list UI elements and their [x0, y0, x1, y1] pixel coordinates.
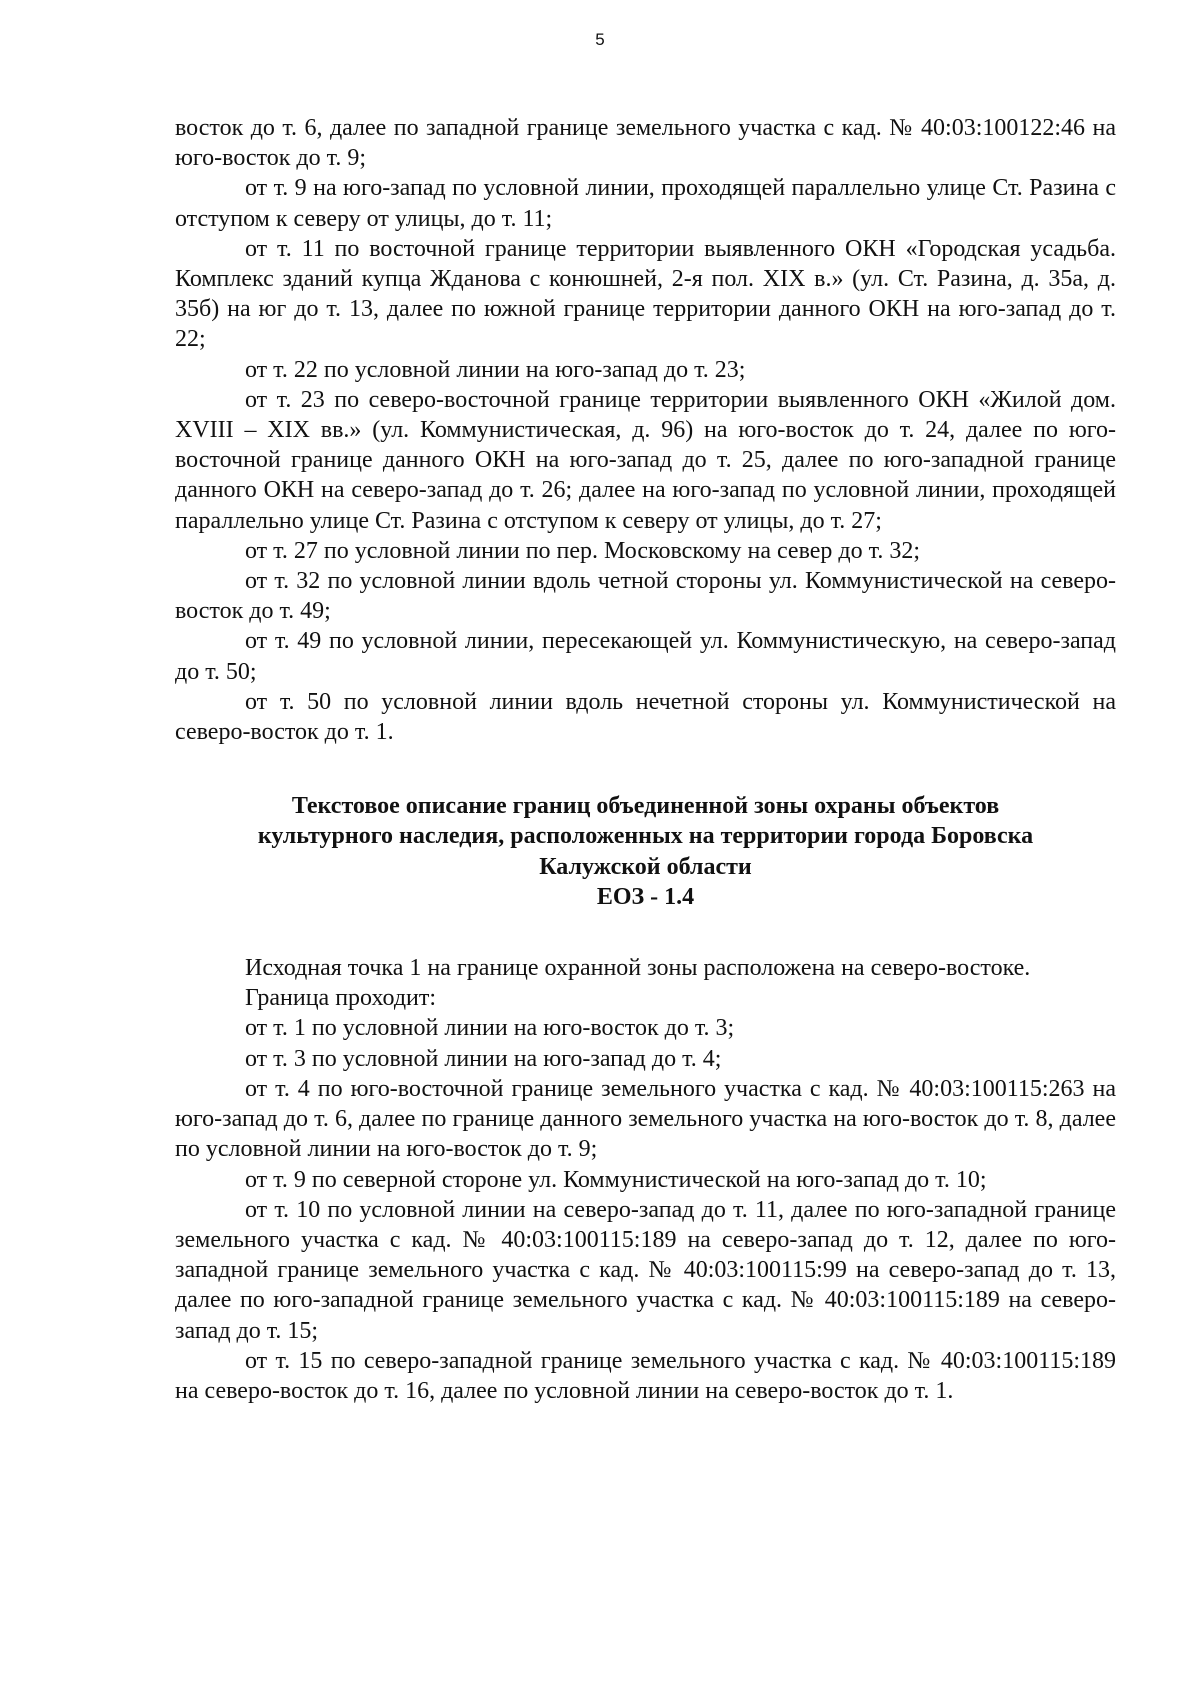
paragraph: от т. 9 на юго-запад по условной линии, проходящей параллельно улице Ст. Разина с отступом к северу от улицы, до т. 11;: [175, 175, 1116, 232]
paragraph: от т. 11 по восточной границе территории выявленного ОКН «Городская усадьба. Комплекс зданий купца Жданова с конюшней, 2-я пол. XIX в.» (ул. Ст. Разина, д. 35а, д. 35б) на юг до т. 13, далее по южной границе территории данного ОКН на юго-запад до т. 22;: [175, 235, 1116, 353]
paragraph: от т. 10 по условной линии на северо-запад до т. 11, далее по юго-западной границе земельного участка с кад. № 40:03:100115:189 на северо-запад до т. 12, далее по юго-западной границе земельного участка с кад. № 40:03:100115:99 на северо-запад до т. 13, далее по юго-западной границе земельного участка с кад. № 40:03:100115:189 на северо-запад до т. 15;: [175, 1196, 1116, 1344]
paragraph: от т. 3 по условной линии на юго-запад до т. 4;: [245, 1045, 722, 1072]
paragraph: Граница проходит:: [245, 985, 437, 1012]
paragraph: от т. 50 по условной линии вдоль нечетной стороны ул. Коммунистической на северо-восток до т. 1.: [175, 688, 1116, 746]
paragraph: Исходная точка 1 на границе охранной зоны расположена на северо-востоке.: [245, 955, 1031, 982]
paragraph: от т. 23 по северо-восточной границе территории выявленного ОКН «Жилой дом. XVIII – XIX вв.» (ул. Коммунистическая, д. 96) на юго-восток до т. 24, далее по юго-восточной границе данного ОКН на юго-запад до т. 25, далее по юго-западной границе данного ОКН на северо-запад до т. 26; далее на юго-запад по условной линии, проходящей параллельно улице Ст. Разина с отступом к северу от улицы, до т. 27;: [175, 386, 1116, 534]
paragraph: от т. 4 по юго-восточной границе земельного участка с кад. № 40:03:100115:263 на юго-запад до т. 6, далее по границе данного земельного участка на юго-восток до т. 8, далее по условной линии на юго-восток до т. 9;: [175, 1075, 1116, 1163]
heading-line: Текстовое описание границ объединенной зоны охраны объектов: [291, 793, 1000, 820]
paragraph: от т. 22 по условной линии на юго-запад до т. 23;: [245, 356, 746, 383]
paragraph: от т. 1 по условной линии на юго-восток до т. 3;: [245, 1015, 735, 1042]
zone-code: ЕОЗ - 1.4: [596, 883, 695, 910]
document-body: [175, 113, 1116, 1406]
paragraph: от т. 27 по условной линии по пер. Московскому на север до т. 32;: [245, 537, 920, 564]
section-heading: [175, 791, 1116, 912]
heading-line: культурного наследия, расположенных на территории города Боровска: [257, 823, 1034, 850]
paragraph: от т. 49 по условной линии, пересекающей ул. Коммунистическую, на северо-запад до т. 50;: [175, 628, 1116, 685]
boundary-description-continued: [175, 113, 1116, 747]
heading-line: Калужской области: [539, 853, 752, 880]
page-number: 5: [595, 30, 605, 49]
paragraph: от т. 15 по северо-западной границе земельного участка с кад. № 40:03:100115:189 на северо-восток до т. 16, далее по условной линии на северо-восток до т. 1.: [175, 1347, 1116, 1404]
boundary-description-eoz-1-4: [175, 953, 1116, 1406]
paragraph: от т. 32 по условной линии вдоль четной стороны ул. Коммунистической на северо-восток до т. 49;: [175, 568, 1116, 625]
paragraph: восток до т. 6, далее по западной границе земельного участка с кад. № 40:03:100122:46 на юго-восток до т. 9;: [175, 115, 1116, 172]
paragraph: от т. 9 по северной стороне ул. Коммунистической на юго-запад до т. 10;: [245, 1166, 987, 1193]
